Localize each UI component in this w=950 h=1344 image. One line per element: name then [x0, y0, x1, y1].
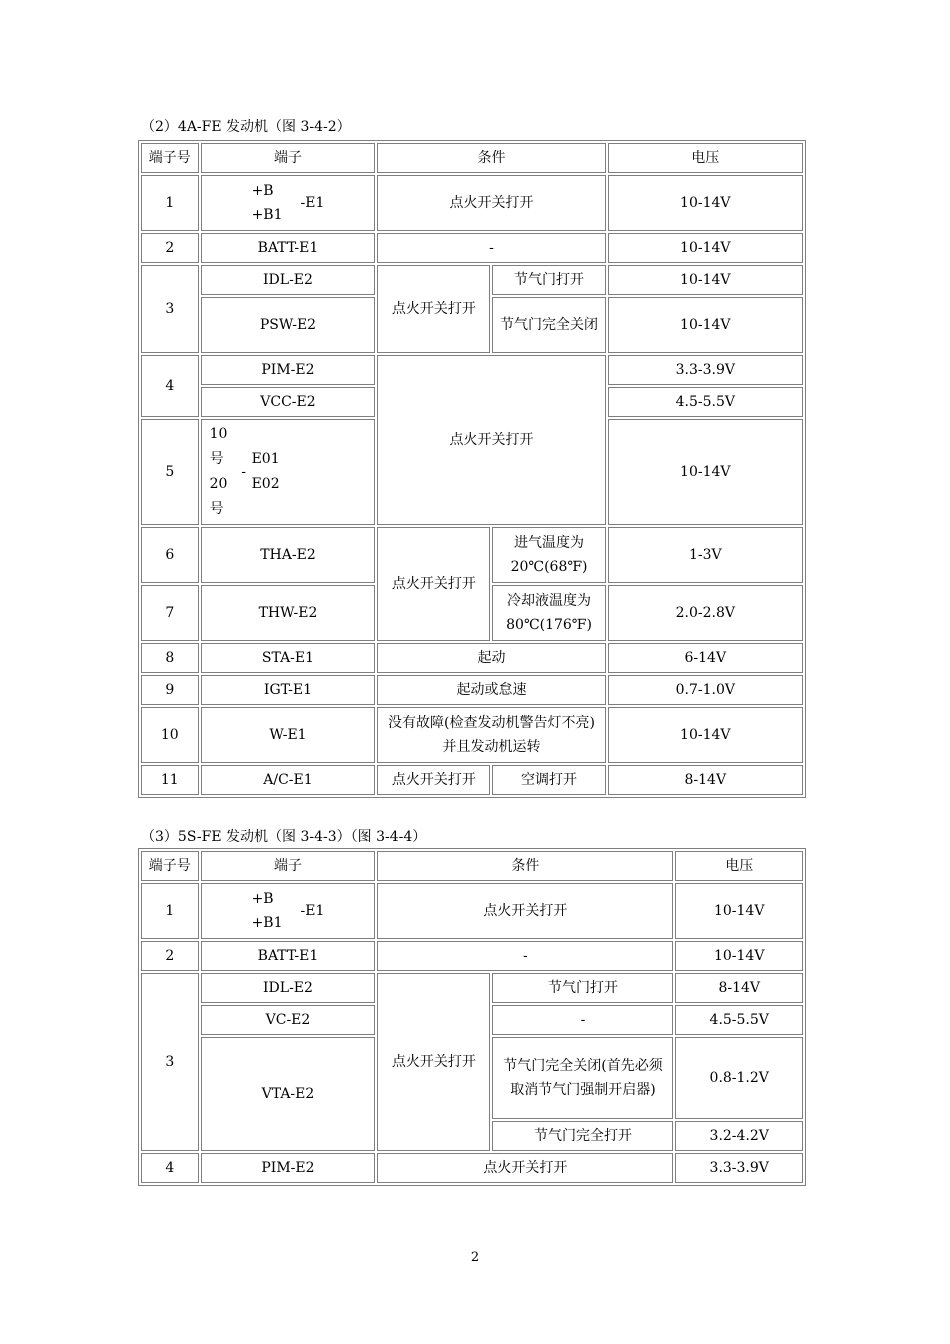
condition-cell: -	[377, 941, 673, 971]
voltage-cell: 0.8-1.2V	[675, 1037, 803, 1119]
terminal-number: 3	[141, 973, 199, 1151]
sub-condition-cell: 节气门完全关闭	[492, 297, 605, 353]
voltage-cell: 10-14V	[675, 883, 803, 939]
terminal-number: 9	[141, 675, 199, 705]
table-header-row	[141, 851, 803, 881]
condition-cell: 点火开关打开	[377, 175, 605, 231]
table-row	[141, 643, 803, 673]
table-row	[141, 355, 803, 385]
terminal-cell: IGT-E1	[201, 675, 376, 705]
terminal-line: E01	[251, 451, 280, 467]
terminal-cell: PIM-E2	[201, 355, 376, 385]
section-caption-4a-fe: （2）4A-FE 发动机（图 3-4-2）	[141, 119, 351, 135]
terminal-voltage-table-4a-fe	[138, 140, 806, 798]
terminal-cell: VTA-E2	[201, 1037, 376, 1151]
sub-condition-cell: 节气门完全关闭(首先必须取消节气门强制开启器)	[492, 1037, 673, 1119]
sub-condition-cell: -	[492, 1005, 673, 1035]
header-cell: 端子	[201, 143, 376, 173]
terminal-number: 2	[141, 233, 199, 263]
sub-condition-cell: 空调打开	[492, 765, 605, 795]
section-caption-5s-fe: （3）5S-FE 发动机（图 3-4-3）（图 3-4-4）	[141, 829, 427, 845]
header-cell: 电压	[608, 143, 803, 173]
table-row	[141, 707, 803, 763]
voltage-cell: 6-14V	[608, 643, 803, 673]
table-row	[141, 175, 803, 231]
voltage-cell: 1-3V	[608, 527, 803, 583]
voltage-cell: 4.5-5.5V	[675, 1005, 803, 1035]
terminal-cell: BATT-E1	[201, 233, 376, 263]
voltage-cell: 10-14V	[608, 233, 803, 263]
terminal-cell: STA-E1	[201, 643, 376, 673]
table-row	[141, 765, 803, 795]
terminal-line: 20	[209, 476, 228, 492]
voltage-cell: 10-14V	[608, 707, 803, 763]
voltage-cell: 10-14V	[608, 175, 803, 231]
sub-condition-cell: 节气门完全打开	[492, 1121, 673, 1151]
header-cell: 端子号	[141, 143, 199, 173]
voltage-cell: 3.3-3.9V	[608, 355, 803, 385]
terminal-number: 6	[141, 527, 199, 583]
condition-cell: 点火开关打开	[377, 527, 490, 641]
condition-cell: 没有故障(检查发动机警告灯不亮)并且发动机运转	[377, 707, 605, 763]
terminal-number: 10	[141, 707, 199, 763]
voltage-cell: 10-14V	[675, 941, 803, 971]
voltage-cell: 10-14V	[608, 297, 803, 353]
condition-cell: 点火开关打开	[377, 1153, 673, 1183]
terminal-number: 2	[141, 941, 199, 971]
terminal-number: 1	[141, 175, 199, 231]
sub-condition-cell: 节气门打开	[492, 973, 673, 1003]
terminal-cell	[201, 883, 376, 939]
terminal-number: 11	[141, 765, 199, 795]
header-cell: 端子	[201, 851, 376, 881]
table-row	[141, 1153, 803, 1183]
terminal-line: +B	[251, 183, 274, 199]
terminal-line: +B1	[251, 207, 283, 223]
terminal-number: 5	[141, 419, 199, 525]
terminal-cell: THA-E2	[201, 527, 376, 583]
voltage-cell: 2.0-2.8V	[608, 585, 803, 641]
voltage-cell: 10-14V	[608, 265, 803, 295]
header-cell: 电压	[675, 851, 803, 881]
table-row	[141, 233, 803, 263]
terminal-cell: A/C-E1	[201, 765, 376, 795]
page-number: 2	[470, 1250, 480, 1265]
voltage-cell: 0.7-1.0V	[608, 675, 803, 705]
terminal-cell: W-E1	[201, 707, 376, 763]
terminal-cell: PIM-E2	[201, 1153, 376, 1183]
condition-cell: 点火开关打开	[377, 765, 490, 795]
condition-cell: 点火开关打开	[377, 973, 490, 1151]
header-cell: 端子号	[141, 851, 199, 881]
terminal-line: -E1	[300, 903, 325, 919]
sub-condition-cell: 冷却液温度为80℃(176℉)	[492, 585, 605, 641]
terminal-cell	[201, 175, 376, 231]
terminal-voltage-table-5s-fe	[138, 848, 806, 1186]
terminal-line: 10	[209, 426, 228, 442]
condition-cell: 起动或怠速	[377, 675, 605, 705]
table-row	[141, 675, 803, 705]
terminal-number: 1	[141, 883, 199, 939]
sub-condition-cell: 节气门打开	[492, 265, 605, 295]
header-cell: 条件	[377, 851, 673, 881]
voltage-cell: 10-14V	[608, 419, 803, 525]
condition-cell: 点火开关打开	[377, 883, 673, 939]
terminal-cell: IDL-E2	[201, 265, 376, 295]
table-row	[141, 265, 803, 295]
voltage-cell: 8-14V	[608, 765, 803, 795]
table-header-row	[141, 143, 803, 173]
condition-cell: 点火开关打开	[377, 355, 605, 525]
table-row	[141, 883, 803, 939]
voltage-cell: 3.3-3.9V	[675, 1153, 803, 1183]
terminal-line: 号	[209, 501, 224, 517]
terminal-cell: VCC-E2	[201, 387, 376, 417]
terminal-cell: THW-E2	[201, 585, 376, 641]
condition-cell: 起动	[377, 643, 605, 673]
table-row	[141, 973, 803, 1003]
terminal-line: -E1	[300, 195, 325, 211]
terminal-number: 8	[141, 643, 199, 673]
condition-cell: 点火开关打开	[377, 265, 490, 353]
terminal-line: 号	[209, 451, 224, 467]
terminal-line: +B1	[251, 915, 283, 931]
voltage-cell: 8-14V	[675, 973, 803, 1003]
sub-condition-cell: 进气温度为20℃(68℉)	[492, 527, 605, 583]
terminal-cell: IDL-E2	[201, 973, 376, 1003]
voltage-cell: 3.2-4.2V	[675, 1121, 803, 1151]
terminal-number: 3	[141, 265, 199, 353]
terminal-cell	[201, 419, 376, 525]
condition-cell: -	[377, 233, 605, 263]
voltage-cell: 4.5-5.5V	[608, 387, 803, 417]
terminal-number: 4	[141, 355, 199, 417]
terminal-cell: PSW-E2	[201, 297, 376, 353]
table-row	[141, 527, 803, 583]
terminal-cell: VC-E2	[201, 1005, 376, 1035]
terminal-line: -	[241, 464, 246, 480]
table-row	[141, 941, 803, 971]
terminal-number: 4	[141, 1153, 199, 1183]
header-cell: 条件	[377, 143, 605, 173]
terminal-line: E02	[251, 476, 280, 492]
terminal-cell: BATT-E1	[201, 941, 376, 971]
terminal-number: 7	[141, 585, 199, 641]
terminal-line: +B	[251, 891, 274, 907]
